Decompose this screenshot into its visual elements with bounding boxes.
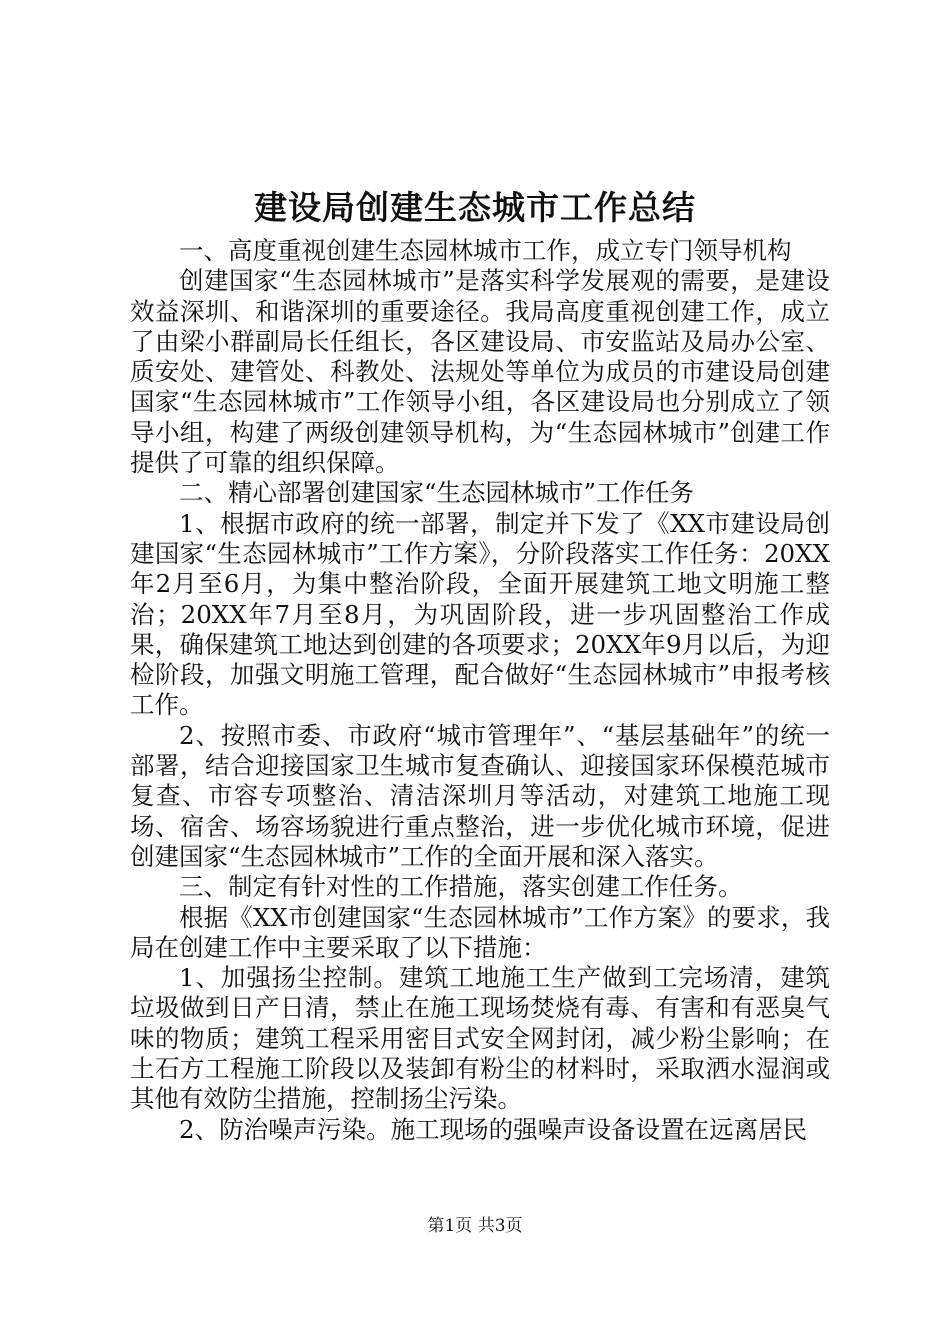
paragraph: 根据《XX市创建国家“生态园林城市”工作方案》的要求，我局在创建工作中主要采取了以下措施： [130, 902, 830, 962]
heading-section-2: 二、精心部署创建国家“生态园林城市”工作任务 [179, 478, 695, 508]
page-footer: 第1页 共3页 [427, 1216, 523, 1236]
heading-section-1: 一、高度重视创建生态园林城市工作，成立专门领导机构 [179, 236, 792, 265]
heading-section-3: 三、制定有针对性的工作措施，落实创建工作任务。 [179, 872, 743, 902]
paragraph: 2、按照市委、市政府“城市管理年”、“基层基础年”的统一部署，结合迎接国家卫生城市复查确认、迎接国家环保模范城市复查、市容专项整治、清洁深圳月等活动，对建筑工地施工现场、宿舍、场容场貌进行重点整治，进一步优化城市环境，促进创建国家“生态园林城市”工作的全面开展和深入落实。 [130, 720, 830, 871]
paragraph: 2、防治噪声污染。施工现场的强噪声设备设置在远离居民 [179, 1114, 808, 1144]
document-title: 建设局创建生态城市工作总结 [254, 188, 696, 227]
paragraph: 创建国家“生态园林城市”是落实科学发展观的需要，是建设效益深圳、和谐深圳的重要途径。我局高度重视创建工作，成立了由梁小群副局长任组长，各区建设局、市安监站及局办公室、质安处、建管处、科教处、法规处等单位为成员的市建设局创建国家“生态园林城市”工作领导小组，各区建设局也分别成立了领导小组，构建了两级创建领导机构，为“生态园林城市”创建工作提供了可靠的组织保障。 [130, 266, 830, 478]
document-body [130, 236, 830, 1145]
paragraph: 1、加强扬尘控制。建筑工地施工生产做到工完场清，建筑垃圾做到日产日清，禁止在施工现场焚烧有毒、有害和有恶臭气味的物质；建筑工程采用密目式安全网封闭，减少粉尘影响；在土石方工程施工阶段以及装卸有粉尘的材料时，采取洒水湿润或其他有效防尘措施，控制扬尘污染。 [130, 963, 830, 1114]
paragraph: 1、根据市政府的统一部署，制定并下发了《XX市建设局创建国家“生态园林城市”工作方案》，分阶段落实工作任务：20XX年2月至6月，为集中整治阶段，全面开展建筑工地文明施工整治；20XX年7月至8月，为巩固阶段，进一步巩固整治工作成果，确保建筑工地达到创建的各项要求；20XX年9月以后，为迎检阶段，加强文明施工管理，配合做好“生态园林城市”申报考核工作。 [130, 508, 830, 720]
